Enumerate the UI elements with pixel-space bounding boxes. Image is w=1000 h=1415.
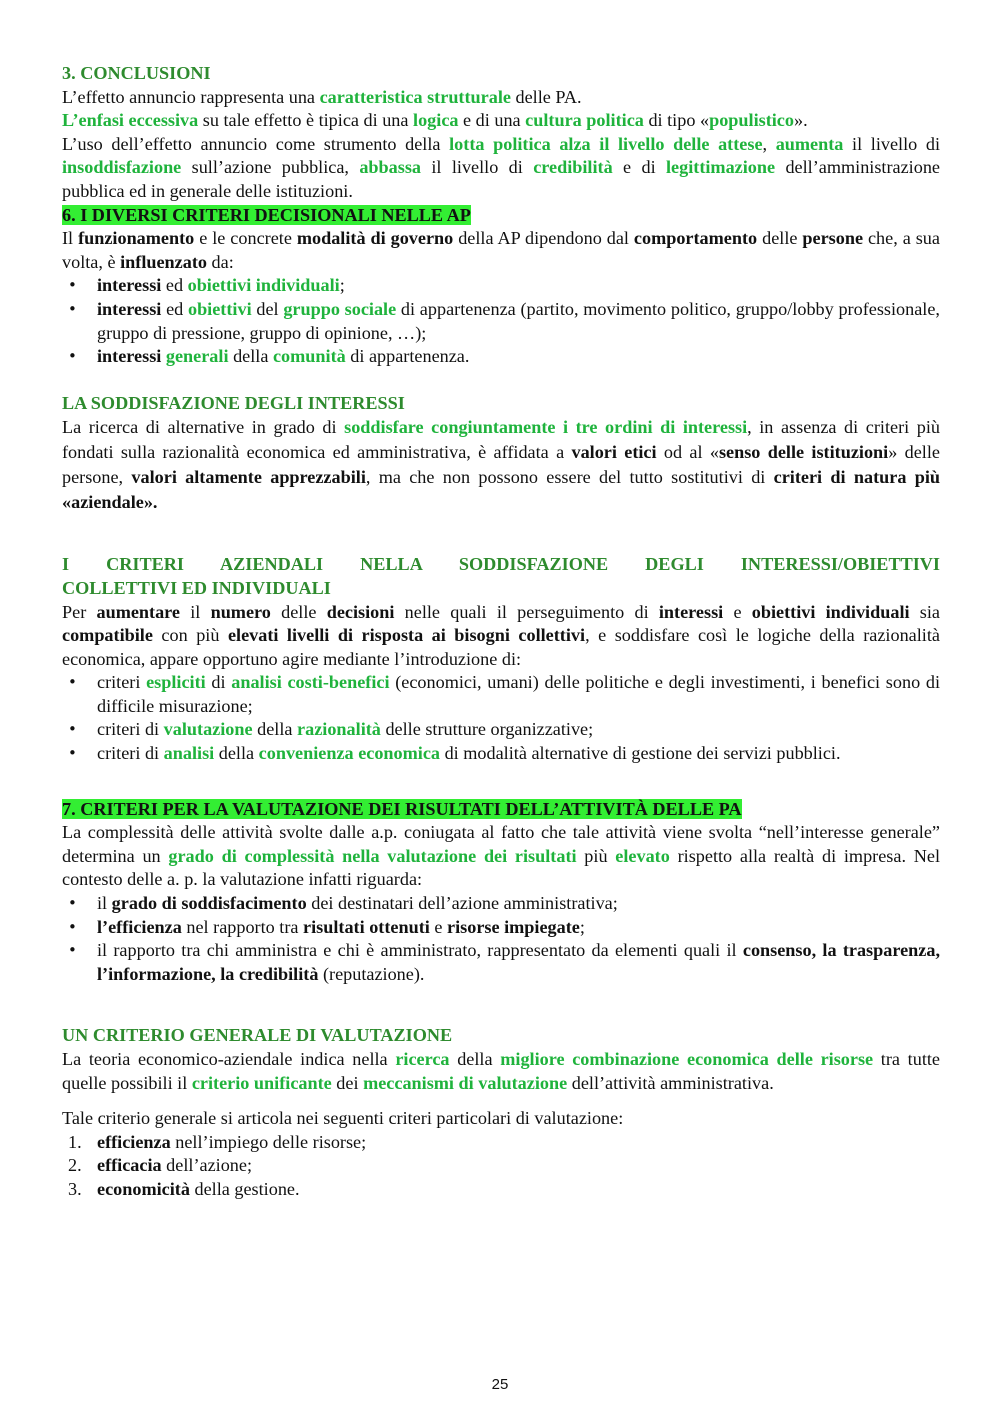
document-page — [62, 62, 940, 1202]
section-7-paragraph: La complessità delle attività svolte dalle a.p. coniugata al fatto che tale attività viene svolta “nell’interesse generale” determina un grado di complessità nella valutazione dei risultati più elevato rispetto alla realtà di impresa. Nel contesto delle a. p. la valutazione infatti riguarda: — [62, 822, 940, 890]
spacer — [62, 766, 940, 798]
soddisfazione-paragraph: La ricerca di alternative in grado di soddisfare congiuntamente i tre ordini di interessi, in assenza di criteri più fondati sulla razionalità economica ed amministrativa, è affidata a valori etici od al «senso delle istituzioni» delle persone, valori altamente apprezzabili, ma che non possono essere del tutto sostitutivi di criteri di natura più «aziendale». — [62, 417, 940, 513]
spacer — [62, 515, 940, 553]
section-7-heading: 7. CRITERI PER LA VALUTAZIONE DEI RISULTATI DELL’ATTIVITÀ DELLE PA — [62, 798, 742, 819]
criterio-generale-paragraph: La teoria economico-aziendale indica nella ricerca della migliore combinazione economica delle risorse tra tutte quelle possibili il criterio unificante dei meccanismi di valutazione dell’attività amministrativa. — [62, 1049, 940, 1093]
soddisfazione-heading: LA SODDISFAZIONE DEGLI INTERESSI — [62, 392, 405, 413]
list-item: • il rapporto tra chi amministra e chi è amministrato, rappresentato da elementi quali il consenso, la trasparenza, l’informazione, la credibilità (reputazione). — [62, 939, 940, 986]
criteri-aziendali-paragraph: Per aumentare il numero delle decisioni nelle quali il perseguimento di interessi e obiettivi individuali sia compatibile con più elevati livelli di risposta ai bisogni collettivi, e soddisfare così le logiche della razionalità economica, appare opportuno agire mediante l’introduzione di: — [62, 601, 940, 669]
section-7-list — [62, 892, 940, 986]
list-item: • il grado di soddisfacimento dei destinatari dell’azione amministrativa; — [62, 892, 940, 916]
criteri-aziendali-heading — [62, 553, 940, 600]
section-3-line-1: L’effetto annuncio rappresenta una caratteristica strutturale delle PA. — [62, 86, 582, 107]
criteri-aziendali-heading-line-1: I CRITERI AZIENDALI NELLA SODDISFAZIONE DEGLI INTERESSI/OBIETTIVI — [62, 554, 940, 575]
list-item: • criteri di analisi della convenienza economica di modalità alternative di gestione dei servizi pubblici. — [62, 742, 940, 766]
section-3-paragraph: L’uso dell’effetto annuncio come strumento della lotta politica alza il livello delle attese, aumenta il livello di insoddisfazione sull’azione pubblica, abbassa il livello di credibilità e di legittimazione dell’amministrazione pubblica ed in generale delle istituzioni. — [62, 133, 941, 201]
criteri-aziendali-list — [62, 671, 940, 765]
list-item: • interessi generali della comunità di appartenenza. — [62, 345, 940, 369]
section-6-paragraph: Il funzionamento e le concrete modalità di governo della AP dipendono dal comportamento delle persone che, a sua volta, è influenzato da: — [62, 228, 940, 272]
list-item: 2. efficacia dell’azione; — [68, 1155, 253, 1176]
list-item: • interessi ed obiettivi individuali; — [62, 274, 940, 298]
list-item: • interessi ed obiettivi del gruppo sociale di appartenenza (partito, movimento politico, gruppo/lobby professionale, gruppo di pressione, gruppo di opinione, …); — [62, 298, 940, 345]
spacer — [62, 369, 940, 392]
criterio-generale-heading: UN CRITERIO GENERALE DI VALUTAZIONE — [62, 1025, 453, 1046]
criteri-aziendali-heading-line-2: COLLETTIVI ED INDIVIDUALI — [62, 577, 331, 598]
list-item: 1. efficienza nell’impiego delle risorse; — [68, 1131, 367, 1152]
criterio-generale-intro: Tale criterio generale si articola nei seguenti criteri particolari di valutazione: — [62, 1108, 624, 1129]
section-3-line-2: L’enfasi eccessiva su tale effetto è tipica di una logica e di una cultura politica di tipo «populistico». — [62, 110, 808, 131]
spacer — [62, 1095, 940, 1107]
list-item: 3. economicità della gestione. — [68, 1178, 300, 1199]
section-6-list — [62, 274, 940, 368]
spacer — [62, 986, 940, 1024]
list-item: • criteri espliciti di analisi costi-benefici (economici, umani) delle politiche e degli investimenti, i benefici sono di difficile misurazione; — [62, 671, 940, 718]
list-item: • criteri di valutazione della razionalità delle strutture organizzative; — [62, 718, 940, 742]
page-number: 25 — [491, 1376, 509, 1393]
section-3-heading: 3. CONCLUSIONI — [62, 63, 211, 83]
section-6-heading: 6. I DIVERSI CRITERI DECISIONALI NELLE AP — [62, 204, 471, 225]
list-item: • l’efficienza nel rapporto tra risultati ottenuti e risorse impiegate; — [62, 916, 940, 940]
criterio-generale-list — [62, 1131, 940, 1202]
